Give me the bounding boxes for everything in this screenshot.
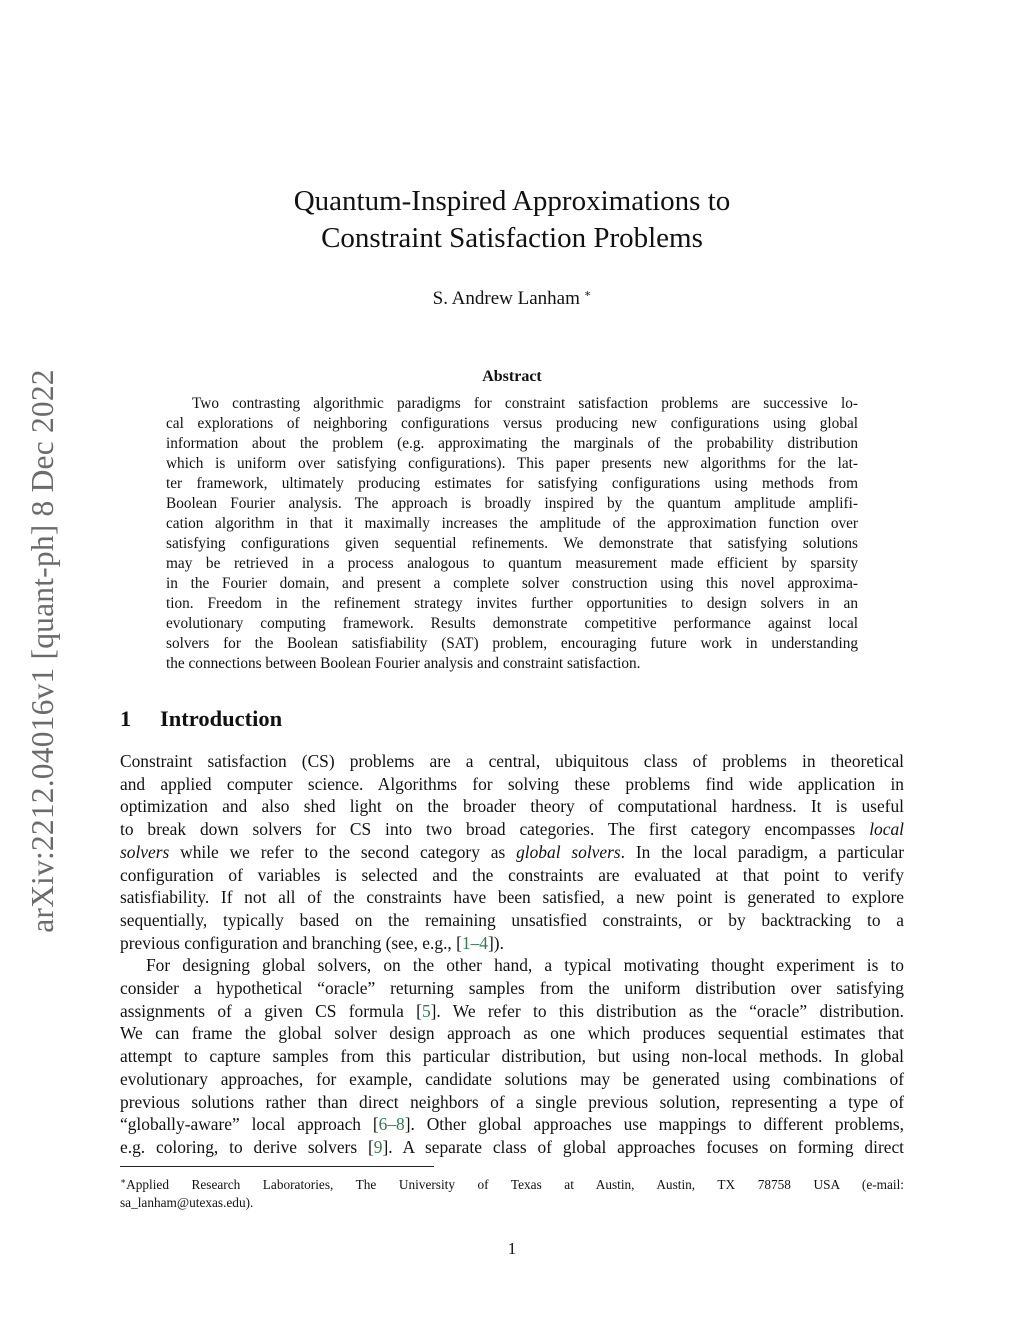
body-line: optimization and also shed light on the broader theory of computational hardness. It is useful [120, 796, 904, 817]
footnote-line: sa_lanham@utexas.edu). [120, 1195, 254, 1210]
body-text: . In the local paradigm, a particular [620, 841, 905, 862]
body-text: e.g. coloring, to derive solvers [ [120, 1136, 374, 1157]
body-text: “globally-aware” local approach [ [120, 1114, 379, 1135]
footnote-rule [120, 1166, 434, 1167]
abstract-line: Two contrasting algorithmic paradigms for constraint satisfaction problems are successive lo- [192, 395, 858, 412]
emphasis-global-solvers: global solvers [516, 841, 621, 862]
body-line [120, 1000, 904, 1023]
section-heading-introduction [120, 705, 620, 733]
citation-link[interactable]: 5 [421, 1000, 431, 1021]
author-footnote-mark: ∗ [583, 288, 592, 300]
footnote-line [120, 1172, 904, 1194]
abstract-line: in the Fourier domain, and present a complete solver construction using this novel approxima- [166, 575, 858, 592]
citation-link[interactable]: 1–4 [461, 932, 488, 953]
body-line: consider a hypothetical “oracle” returning samples from the uniform distribution over satisfying [120, 978, 904, 999]
body-line: and applied computer science. Algorithms for solving these problems find wide application in [120, 773, 904, 794]
abstract-line: cal explorations of neighboring configurations versus producing new configurations using global [166, 415, 858, 432]
body-text: while we refer to the second category as [169, 841, 517, 862]
citation-link[interactable]: 9 [373, 1136, 383, 1157]
author-name: S. Andrew Lanham [432, 288, 580, 309]
abstract-line: cation algorithm in that it maximally increases the amplitude of the approximation function over [166, 515, 858, 532]
abstract-body [166, 394, 858, 674]
abstract-line: evolutionary computing framework. Results demonstrate competitive performance against local [166, 615, 858, 632]
abstract-heading: Abstract [482, 368, 542, 385]
abstract-line: satisfying configurations given sequential refinements. We demonstrate that satisfying solutions [166, 535, 858, 552]
body-line [120, 841, 904, 864]
body-line [120, 818, 904, 841]
body-line: satisfiability. If not all of the constraints have been satisfied, a new point is generated to explore [120, 887, 904, 908]
abstract-line: the connections between Boolean Fourier analysis and constraint satisfaction. [166, 655, 641, 672]
abstract-line: information about the problem (e.g. approximating the marginals of the probability distribution [166, 435, 858, 452]
body-line: We can frame the global solver design approach as one which produces sequential estimates that [120, 1023, 904, 1044]
abstract-line: Boolean Fourier analysis. The approach is broadly inspired by the quantum amplitude amplifi- [166, 495, 858, 512]
footnote-mark: ∗ [120, 1176, 127, 1186]
arxiv-stamp-text: arXiv:2212.04016v1 [quant-ph] 8 Dec 2022 [25, 369, 61, 933]
emphasis-local: local [869, 819, 904, 840]
body-text: ]). [488, 932, 504, 953]
body-text: ]. We refer to this distribution as the “oracle” distribution. [430, 1000, 904, 1021]
abstract-line: may be retrieved in a process analogous to quantum measurement made efficient by sparsity [166, 555, 858, 572]
citation-link[interactable]: 6–8 [378, 1114, 405, 1135]
footnote-text: Applied Research Laboratories, The University of Texas at Austin, Austin, TX 78758 USA (e-mail: [126, 1177, 904, 1192]
abstract-line: tion. Freedom in the refinement strategy invites further opportunities to design solvers in an [166, 595, 858, 612]
body-line: Constraint satisfaction (CS) problems are a central, ubiquitous class of problems in theoretical [120, 751, 904, 771]
title-line-2: Constraint Satisfaction Problems [321, 222, 703, 254]
title-line-1: Quantum-Inspired Approximations to [293, 185, 731, 217]
body-text: assignments of a given CS formula [ [120, 1000, 422, 1021]
body-text: ]. A separate class of global approaches focuses on forming direct [382, 1136, 905, 1157]
body-line: configuration of variables is selected and the constraints are evaluated at that point to verify [120, 864, 904, 885]
body-line: sequentially, typically based on the remaining unsatisfied constraints, or by backtracking to a [120, 909, 904, 930]
introduction-body [120, 750, 904, 1159]
page-number: 1 [507, 1239, 517, 1258]
body-line: For designing global solvers, on the other hand, a typical motivating thought experiment is to [146, 955, 904, 976]
body-line: evolutionary approaches, for example, candidate solutions may be generated using combinations of [120, 1068, 904, 1089]
body-text: to break down solvers for CS into two broad categories. The first category encompasses [120, 819, 870, 840]
arxiv-stamp [23, 346, 63, 956]
body-line [120, 932, 904, 955]
paper-title [200, 183, 824, 257]
body-text: ]. Other global approaches use mappings to different problems, [404, 1114, 905, 1135]
abstract-line: solvers for the Boolean satisfiability (SAT) problem, encouraging future work in understanding [166, 635, 858, 652]
section-number: 1 [120, 706, 132, 731]
body-line: attempt to capture samples from this particular distribution, but using non-local methods. In global [120, 1046, 904, 1067]
emphasis-solvers: solvers [120, 841, 170, 862]
author-line [300, 282, 724, 311]
footnote [120, 1172, 904, 1212]
body-line [120, 1136, 904, 1159]
body-text: previous configuration and branching (see, e.g., [ [120, 932, 462, 953]
abstract-line: which is uniform over satisfying configurations). This paper presents new algorithms for the lat- [166, 455, 858, 472]
body-line: previous solutions rather than direct neighbors of a single previous solution, representing a type of [120, 1091, 904, 1112]
body-line [120, 1113, 904, 1136]
section-title: Introduction [160, 706, 283, 731]
abstract-line: ter framework, ultimately producing estimates for satisfying configurations using methods from [166, 475, 858, 492]
